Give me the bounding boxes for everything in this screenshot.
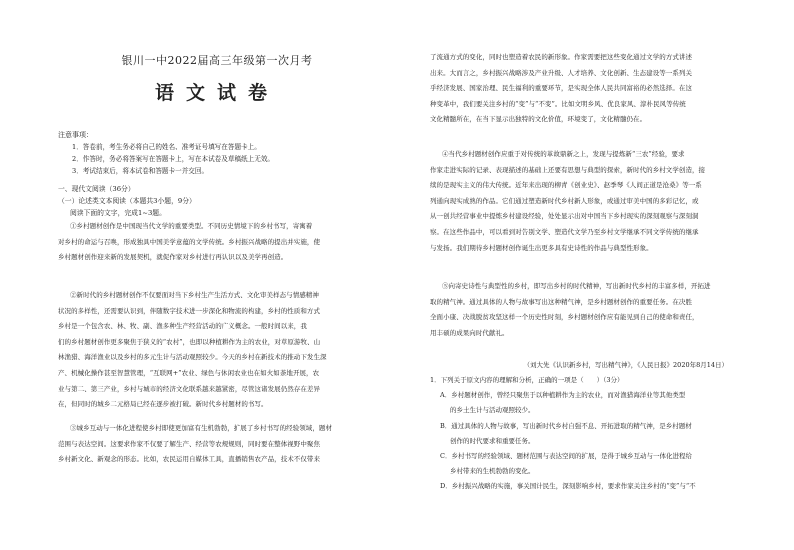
text-line: 乡村题材创作迎来新的发展契机，就促作家对乡村进行再认识以及美学再创造。 [58, 253, 288, 262]
paragraph-3 [58, 421, 376, 468]
text-line: 乡村新文化、新观念的形态。比如，农民运用自媒体工具，直播销售农产品，技术不仅带来 [58, 455, 320, 464]
text-line: 了流通方式的变化，同时也塑造着农民的新形象。作家需要把这些变化通过文学的方式讲述 [430, 53, 692, 61]
paragraph-2 [58, 288, 376, 413]
subsection-title: （一）论述类文本阅读（本题共3小题，9分） [58, 197, 196, 205]
text-line: 续的是现实主义的伟大传统。近年来出现的柳青《创业史》、赵季琴《人间正道是沧桑》等一系 [430, 181, 702, 190]
source-citation: （刘大先《认识新乡村，写出精气神》，《人民日报》2020年8月14日） [523, 361, 728, 369]
notice-title: 注意事项： [58, 131, 93, 139]
option-a: A．乡村题材创作，曾经只聚焦于以种植耕作为主的农业，而对渔猎海洋业等其他类型 [440, 391, 686, 400]
option-d: D．乡村振兴战略的实施，事关国计民生，深刻影响乡村，要求作家关注乡村的“变”与“不 [440, 482, 696, 491]
text-line: 作家走进实际的记录、表现描述的基础上还要有思想与典型的探索，新时代的乡村文学创造，接 [430, 165, 706, 174]
option-c-cont: 乡村带来的生机勃勃的变化。 [450, 467, 535, 476]
text-line: 乎经济发展、国家治理、民生福利的重要环节，是实现全体人民共同富裕的必然选择。在这 [430, 84, 692, 93]
paragraph-3-continued [430, 50, 748, 128]
text-line: 们的乡村题材创作更多聚焦于狭义的“农村”，也即以种植耕作为主的农业，对草原游牧、山 [58, 337, 321, 346]
text-line: 林渔猎、海洋渔业以及乡村的多元生计与活动观照较少。今天的乡村在新技术的推动下发生深 [58, 353, 327, 362]
option-b-cont: 创作的时代要求和重要任务。 [450, 436, 535, 445]
text-line: 取的精气神。通过具体的人物与故事写出这种精气神，是乡村题材创作的重要任务。在决胜 [430, 297, 692, 306]
text-line: 察。在这些作品中，可以看到对告别文学、塑造代文学乃至乡村文学继承不同文学传统的继承 [430, 227, 699, 236]
option-c: C．乡村书写的经验领域、题材范围与表达空间的扩展，是得于城乡互动与一体化进程给 [440, 452, 692, 461]
paragraph-5 [430, 279, 748, 341]
text-line: 范围与表达空间。这要求作家不仅要了解生产、经营等农规规则，同时要在整体视野中聚焦 [58, 439, 320, 448]
section-header [58, 183, 376, 219]
paragraph-4 [430, 147, 748, 256]
text-line: 在，但同时的城乡二元格局已经在逐步被打破。新时代乡村题材的书写。 [58, 400, 268, 409]
source-and-question [430, 358, 748, 495]
text-line: 种变革中，我们要关注乡村的“变”与“不变”。比如文明乡风、优良家风、淳朴民风等传统 [430, 99, 686, 108]
reading-instruction: 阅读下面的文字，完成1~3题。 [70, 209, 166, 217]
text-line: 对乡村的命运与召唤，形成独具中国美学意蕴的文学传统。乡村振兴战略的提出并实施，使 [58, 237, 320, 246]
subject-title: 语文试卷 [154, 82, 279, 104]
text-line: ①乡村题材创作是中国现当代文学的重要类型。不同历史情境下的乡村书写，寄寓着 [70, 222, 313, 230]
text-line: 业与第二、第三产业，乡村与城市的经济文化联系越来越紧密，尽管这诸发展仍然存在差异 [58, 384, 320, 393]
notice-item: 1．答卷前，考生务必将自己的姓名、准考证号填写在答题卡上。 [72, 143, 261, 151]
notice-item: 3．考试结束后，将本试卷和答题卡一并交回。 [72, 167, 209, 175]
text-line: ④当代乡村题材创作应重于对传统的革故鼎新之上，发现与提炼新“三农”经验，要求 [442, 150, 685, 158]
text-line: 全面小康、决战脱贫攻坚这样一个历史性时刻，乡村题材创作应有能见到自己的使命和责任， [430, 313, 699, 322]
text-line: ③城乡互动与一体化进程使乡村即使更加富有生机勃勃，扩展了乡村书写的经验领域，题材 [70, 424, 332, 432]
text-line: 出来。大而言之，乡村振兴战略涉及产业升级、人才培养、文化创新、生态建设等一系列关 [430, 68, 692, 77]
paragraph-1 [58, 219, 376, 266]
option-a-cont: 的乡土生计与活动观照较少。 [450, 406, 535, 415]
text-line: 产、机械化操作甚至智慧管理，“互联网+”农业、绿色与休闲农业也在如火如荼地开展，农 [58, 368, 320, 377]
text-line: 列通向现实成熟的作品。它们通过塑造新时代乡村新人形象，或通过审美中国的多彩记忆，或 [430, 196, 699, 205]
text-line: 状况的多样性，还需要认识到，伴随数字技术进一步深化和物流的构建，乡村的性质和方式 [58, 306, 320, 315]
text-line: 用丰硕的成果向时代献礼。 [430, 328, 509, 337]
text-line: ⑤向寄史诗性与典型性的乡村，即写出乡村的时代精神，写出新时代乡村的丰富多样，开拓进 [442, 282, 711, 290]
text-line: ②新时代的乡村题材创作不仅要面对当下乡村生产生活方式、文化审美样态与情感精神 [70, 291, 319, 299]
exam-title: 银川一中2022届高三年级第一次月考 [121, 54, 313, 67]
text-line: 乡村是一个包含农、林、牧、副、渔多种生产经营活动的广义概念。一般时间以来，我 [58, 322, 307, 331]
text-line: 与发扬。我们期待乡村题材创作诞生出更多具有史诗性的作品与典型性形象。 [430, 243, 653, 252]
text-line: 从一创共经营事业中提炼乡村建设经验，处处显示出对中国当下乡村现实的深刻观察与深刻洞 [430, 212, 699, 221]
part-title: 一、现代文阅读（36分） [58, 185, 135, 193]
option-b: B．通过具体的人物与故事，写出新时代乡村自强不息、开拓进取的精气神，是乡村题材 [440, 421, 692, 430]
question-stem: 1．下列关于原文内容的理解和分析，正确的一项是（ ）（3分） [430, 376, 624, 384]
notice-item: 2．作答时，务必将答案写在答题卡上，写在本试卷及草稿纸上无效。 [72, 155, 275, 163]
text-line: 文化精髓所在，在当下显示出独特的文化价值，环境变了，文化精髓仍在。 [430, 115, 647, 124]
notice-block [58, 129, 376, 177]
